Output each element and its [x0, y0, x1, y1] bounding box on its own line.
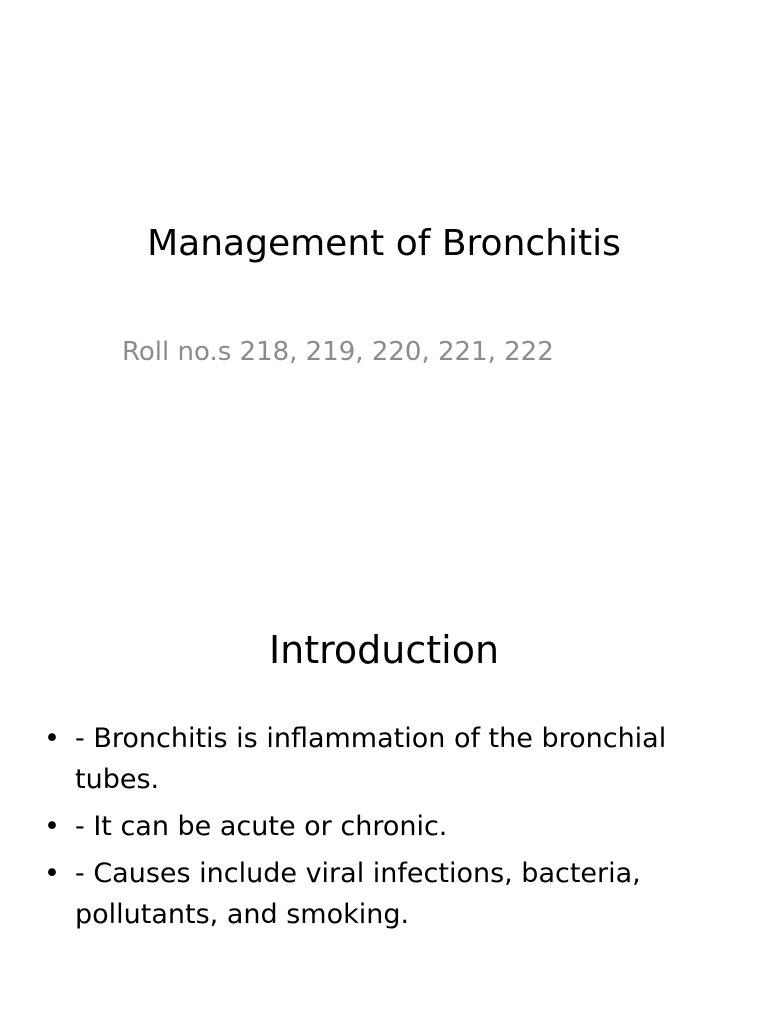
bullet-item	[0, 718, 768, 800]
slide-title: Management of Bronchitis	[147, 223, 621, 264]
bullet-text: - It can be acute or chronic.	[75, 811, 448, 842]
slide-title: Introduction	[268, 628, 500, 672]
bullet-dot-icon: •	[44, 723, 60, 754]
bullet-item	[0, 853, 768, 935]
bullet-text: - Bronchitis is inflammation of the bronchial tubes.	[75, 723, 667, 795]
bullet-dot-icon: •	[44, 858, 60, 889]
introduction-slide	[0, 512, 768, 1024]
bullet-dot-icon: •	[44, 811, 60, 842]
bullet-text: - Causes include viral infections, bacteria, pollutants, and smoking.	[75, 858, 641, 930]
bullet-list	[0, 718, 768, 941]
slide-subtitle: Roll no.s 218, 219, 220, 221, 222	[122, 337, 554, 367]
bullet-item	[0, 806, 768, 847]
